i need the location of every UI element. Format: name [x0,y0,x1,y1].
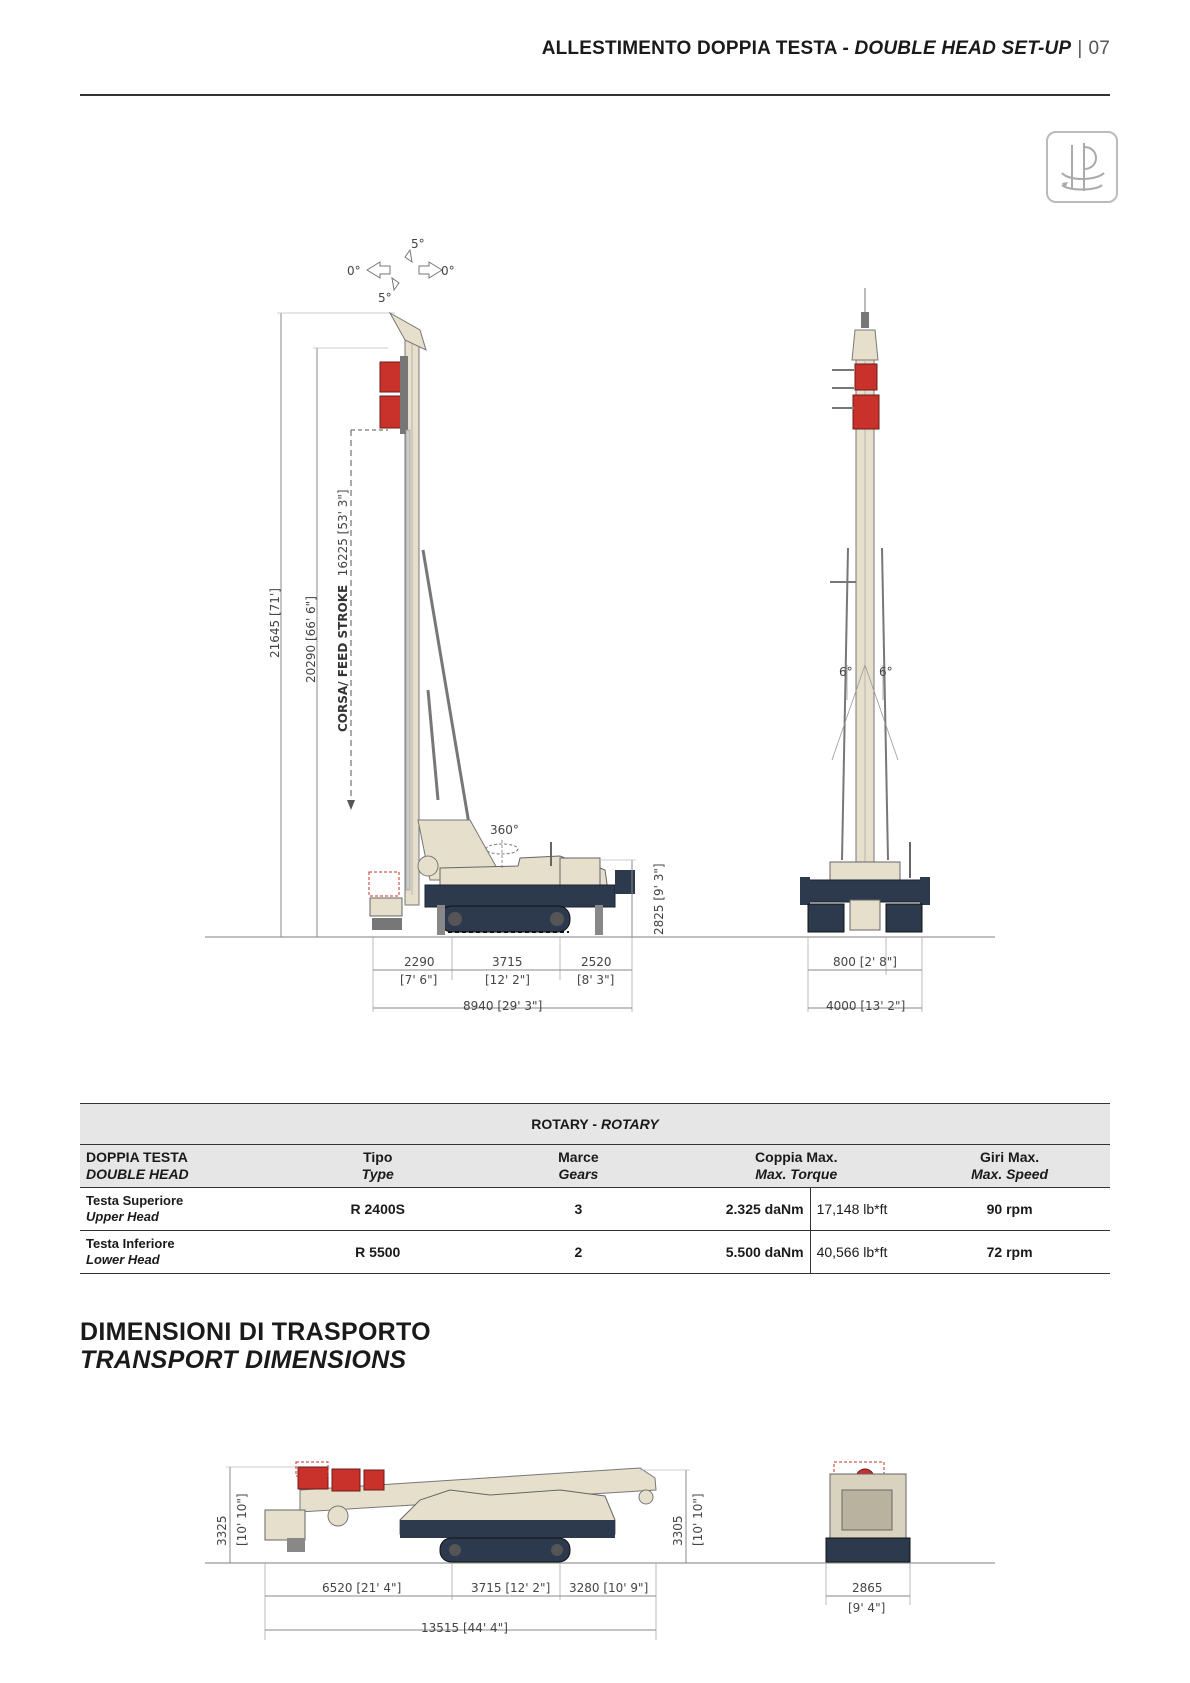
col-head-type-it: Tipo [363,1149,393,1165]
rig-side-view [369,313,635,935]
angle-right: 0° [441,264,455,278]
col-head-type-en: Type [361,1166,394,1182]
transport-dim-c: 3280 [10' 9"] [569,1581,649,1595]
dim-a-imp: [7' 6"] [400,973,438,987]
dim-total: 8940 [29' 3"] [463,999,543,1013]
height-total: 21645 [71'] [268,588,282,658]
rotation-360: 360° [490,823,519,837]
transport-section-title [80,1318,431,1374]
dim-b-imp: [12' 2"] [485,973,530,987]
header-title-it: ALLESTIMENTO DOPPIA TESTA - [541,38,855,59]
col-head-speed [909,1145,1110,1188]
row-torque-imp: 17,148 lb*ft [810,1188,909,1231]
rig-transport-side [265,1462,656,1562]
row-name [80,1231,282,1274]
col-head-gears [473,1145,683,1188]
header-title-en: DOUBLE HEAD SET-UP [854,38,1072,59]
angle-bottom: 5° [378,291,392,305]
tilt-arrows-icon [367,250,442,290]
angle-left: 0° [347,264,361,278]
table-title-en: ROTARY [600,1116,659,1132]
row-torque: 2.325 daNm [683,1188,810,1231]
col-head-name-en: DOUBLE HEAD [86,1166,189,1182]
transport-dim-b: 3715 [12' 2"] [471,1581,551,1595]
transport-height-left: 3325 [215,1515,229,1546]
dim-c-imp: [8' 3"] [577,973,615,987]
row-type: R 5500 [282,1231,473,1274]
transport-dim-a: 6520 [21' 4"] [322,1581,402,1595]
col-head-gears-it: Marce [558,1149,599,1165]
angle-top: 5° [411,237,425,251]
rig-front-view [800,288,930,932]
transport-title-it: DIMENSIONI DI TRASPORTO [80,1318,431,1346]
row-gears: 2 [473,1231,683,1274]
page-number: 07 [1088,38,1110,59]
table-title [80,1104,1110,1145]
transport-height-right: 3305 [671,1515,685,1546]
table-title-it: ROTARY - [531,1116,601,1132]
transport-height-right-imp: [10' 10"] [691,1493,705,1546]
transport-dim-total: 13515 [44' 4"] [421,1621,508,1635]
col-head-torque [683,1145,909,1188]
row-gears: 3 [473,1188,683,1231]
dim-a: 2290 [404,955,435,969]
stroke-label: CORSA/ FEED STROKE [336,584,350,732]
col-head-torque-it: Coppia Max. [755,1149,838,1165]
table-row [80,1231,1110,1274]
track-width: 800 [2' 8"] [833,955,897,969]
angle-front-right: 6° [879,665,893,679]
col-head-name [80,1145,282,1188]
row-torque: 5.500 daNm [683,1231,810,1274]
header-separator: | [1077,38,1083,59]
row-name-en: Lower Head [86,1252,160,1267]
row-name-it: Testa Superiore [86,1193,184,1208]
row-torque-imp: 40,566 lb*ft [810,1231,909,1274]
table-row [80,1188,1110,1231]
row-name-it: Testa Inferiore [86,1236,175,1251]
col-head-name-it: DOPPIA TESTA [86,1149,188,1165]
rotary-spec-table [80,1103,1110,1274]
col-head-speed-it: Giri Max. [980,1149,1040,1165]
height-mast: 20290 [66' 6"] [304,596,318,683]
row-name-en: Upper Head [86,1209,159,1224]
table-header-row [80,1145,1110,1188]
col-head-speed-en: Max. Speed [971,1166,1049,1182]
row-speed: 72 rpm [909,1231,1110,1274]
transport-height-left-imp: [10' 10"] [235,1493,249,1546]
col-head-gears-en: Gears [558,1166,599,1182]
col-head-torque-en: Max. Torque [755,1166,838,1182]
table-title-row [80,1104,1110,1145]
angle-front-left: 6° [839,665,853,679]
col-head-type [282,1145,473,1188]
dim-b: 3715 [492,955,523,969]
transport-title-en: TRANSPORT DIMENSIONS [80,1346,407,1374]
row-name [80,1188,282,1231]
rig-transport-front [826,1462,910,1562]
height-body: 2825 [9' 3"] [652,863,666,935]
overall-width: 4000 [13' 2"] [826,999,906,1013]
transport-width-imp: [9' 4"] [848,1601,886,1615]
transport-width: 2865 [852,1581,883,1595]
feed-stroke-label [334,489,351,732]
dim-c: 2520 [581,955,612,969]
row-type: R 2400S [282,1188,473,1231]
row-speed: 90 rpm [909,1188,1110,1231]
stroke-value: 16225 [53' 3"] [336,489,350,577]
